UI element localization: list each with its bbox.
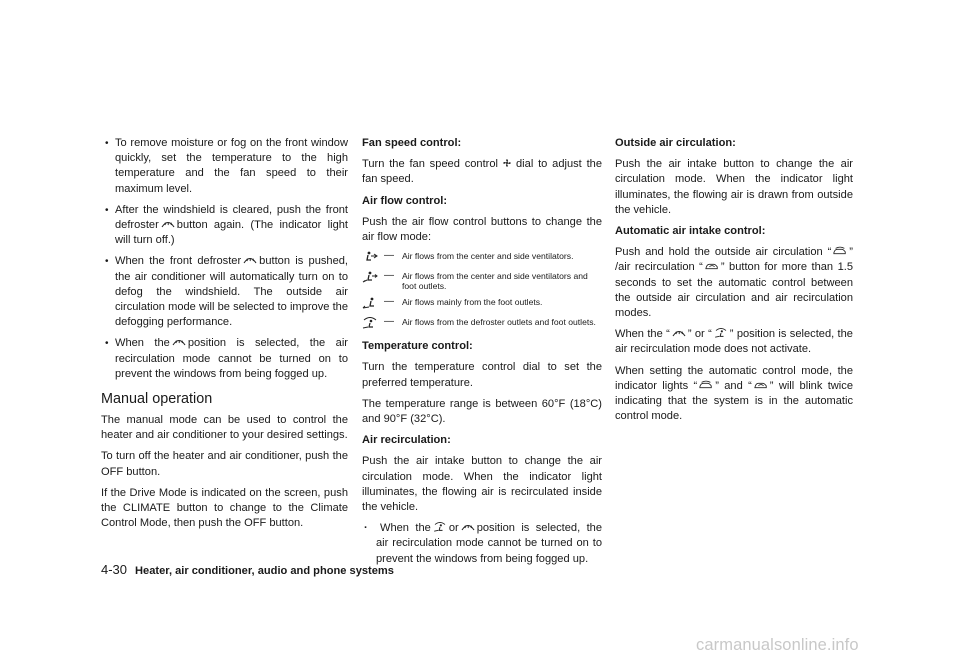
- recirculation-icon: [705, 261, 719, 271]
- paragraph: Push the air intake button to change the air circulation mode. When the indicator light illuminates, the flowing air is recirculated inside the vehicle.: [362, 455, 602, 514]
- defrost-foot-mode-icon: [362, 317, 384, 332]
- list-item: [101, 336, 348, 382]
- text: ” button for more than 1.5 seconds to set the automatic control between the outside air circulation and air recirculation modes.: [615, 261, 853, 320]
- foot-mode-icon: [362, 297, 384, 312]
- dash: —: [384, 296, 394, 307]
- text: ” or “: [687, 328, 712, 341]
- paragraph: To turn off the heater and air conditioner, push the OFF button.: [101, 450, 348, 478]
- paragraph: Turn the temperature control dial to set the preferred temperature.: [362, 361, 602, 389]
- front-defroster-icon: [161, 219, 175, 229]
- outside-air-heading: Outside air circulation:: [615, 137, 736, 149]
- vent-mode-icon: [362, 251, 384, 266]
- list-item: [362, 521, 602, 567]
- mode-description: Air flows mainly from the foot outlets.: [402, 297, 543, 307]
- manual-operation-heading: Manual operation: [101, 391, 213, 408]
- section-title: Heater, air conditioner, audio and phone systems: [135, 565, 394, 577]
- bullet-text: button again. (The indicator light will turn off.): [115, 219, 348, 247]
- recirculation-icon: [754, 380, 768, 390]
- dash: —: [384, 315, 394, 327]
- outside-air-icon: [833, 246, 847, 256]
- bi-level-mode-icon: [362, 271, 384, 292]
- paragraph: The temperature range is between 60°F (18°C) and 90°F (32°C).: [362, 397, 602, 425]
- text: ” will blink twice indicating that the system is in the automatic control mode.: [615, 379, 853, 423]
- air-recirculation-heading: Air recirculation:: [362, 434, 451, 447]
- text: position is selected, the air recirculation mode cannot be turned on to prevent the windows from being fogged up.: [376, 522, 602, 565]
- recirculation-note-list: [362, 521, 602, 567]
- paragraph: The manual mode can be used to control the heater and air conditioner to your desired settings.: [101, 414, 348, 442]
- list-item: [362, 317, 602, 332]
- front-defroster-icon: [243, 255, 257, 265]
- text: ” position is selected, the air recirculation mode does not activate.: [615, 328, 853, 356]
- list-item: [101, 203, 348, 249]
- watermark: carmanualsonline.info: [696, 636, 859, 654]
- defog-tips-list: [101, 136, 348, 382]
- bullet-text: When the: [115, 337, 170, 350]
- page-number: 4-30: [101, 562, 128, 577]
- text: When the “: [615, 328, 670, 341]
- list-item: [362, 251, 602, 266]
- text: When setting the automatic control mode, the indicator lights “: [615, 364, 853, 392]
- paragraph: [615, 364, 853, 425]
- automatic-intake-heading: Automatic air intake control:: [615, 225, 766, 238]
- bullet-text: After the windshield is cleared, push the front defroster: [115, 203, 348, 232]
- bullet-marker: .: [364, 519, 368, 532]
- dash: —: [384, 250, 394, 262]
- text: When the: [380, 522, 431, 535]
- column-3: [615, 136, 853, 430]
- defrost-foot-mode-icon: [433, 522, 447, 532]
- text: ” and “: [715, 379, 752, 392]
- paragraph: Push the air intake button to change the air circulation mode. When the indicator light illuminates, the flowing air is drawn from outside the vehicle.: [615, 158, 853, 216]
- mode-description: Air flows from the center and side ventilators and foot outlets.: [402, 270, 588, 292]
- paragraph: If the Drive Mode is indicated on the screen, push the CLIMATE button to change to the Climate Control Mode, then push the OFF button.: [101, 486, 348, 530]
- temperature-heading: Temperature control:: [362, 340, 473, 353]
- fan-icon: [500, 158, 514, 168]
- fan-speed-heading: Fan speed control:: [362, 137, 462, 149]
- text: Push and hold the outside air circulation “: [615, 246, 832, 259]
- dash: —: [384, 269, 394, 281]
- front-defroster-icon: [172, 337, 186, 347]
- paragraph: [615, 245, 853, 321]
- column-2: [362, 136, 602, 573]
- mode-description: Air flows from the defroster outlets and foot outlets.: [402, 316, 596, 327]
- list-item: [362, 271, 602, 292]
- list-item: [362, 297, 602, 312]
- air-flow-heading: Air flow control:: [362, 194, 448, 207]
- page-footer: [101, 562, 394, 577]
- bullet-text: button is pushed, the air conditioner will automatically turn on to defog the windshield. The outside air circulation mode will be selected to improve the defogging performance.: [115, 255, 348, 329]
- paragraph: [362, 157, 602, 187]
- bullet-text: position is selected, the air recirculation mode cannot be turned on to prevent the windows from being fogged up.: [115, 337, 348, 380]
- outside-air-icon: [699, 380, 713, 390]
- text: dial to adjust the fan speed.: [362, 158, 602, 186]
- paragraph: Push the air flow control buttons to change the air flow mode:: [362, 215, 602, 244]
- air-flow-mode-list: [362, 251, 602, 331]
- text: Turn the fan speed control: [362, 158, 499, 171]
- column-1: [101, 136, 348, 537]
- defrost-foot-mode-icon: [714, 328, 728, 338]
- front-defroster-icon: [461, 522, 475, 532]
- bullet-text: When the front defroster: [115, 255, 242, 268]
- front-defroster-icon: [672, 328, 686, 338]
- text: or: [448, 522, 459, 535]
- list-item: [101, 136, 348, 197]
- list-item: [101, 254, 348, 330]
- text: ” /air recirculation “: [615, 246, 853, 274]
- paragraph: [615, 327, 853, 357]
- bullet-text: To remove moisture or fog on the front window quickly, set the temperature to the high temperature and the fan speed to their maximum level.: [115, 137, 348, 195]
- mode-description: Air flows from the center and side ventilators.: [402, 251, 574, 262]
